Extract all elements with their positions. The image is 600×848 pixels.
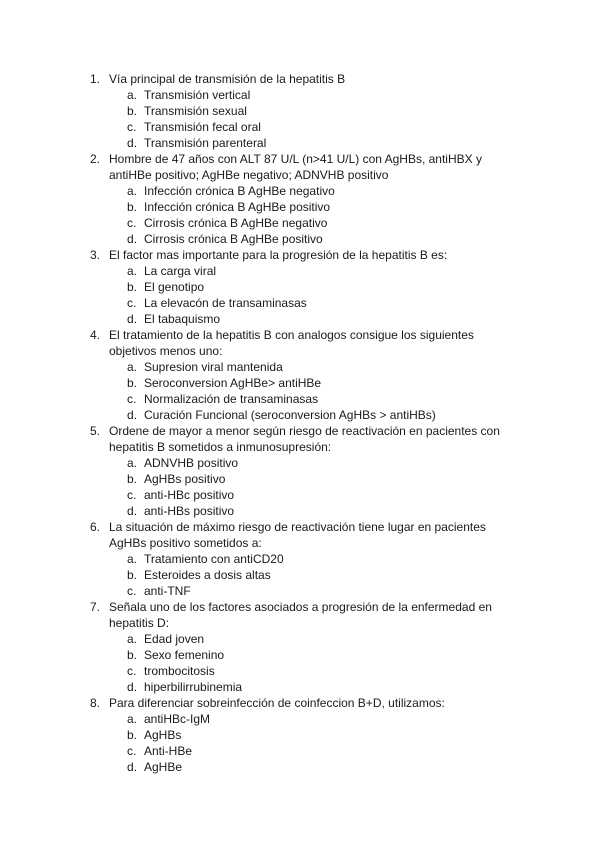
option-letter: a. [127, 712, 138, 726]
answer-option [90, 135, 510, 151]
question-list [90, 71, 510, 775]
option-text: Cirrosis crónica B AgHBe negativo [144, 216, 328, 230]
answer-option [90, 679, 510, 695]
option-text: anti-TNF [144, 584, 191, 598]
answer-option [90, 87, 510, 103]
option-text: Edad joven [144, 632, 205, 646]
option-letter: b. [127, 568, 138, 582]
option-text: Esteroides a dosis altas [144, 568, 271, 582]
answer-option [90, 583, 510, 599]
question-item [90, 71, 510, 151]
question-number: 8. [90, 696, 101, 710]
option-text: Transmisión sexual [144, 104, 247, 118]
option-letter: b. [127, 200, 138, 214]
option-text: trombocitosis [144, 664, 215, 678]
option-letter: c. [127, 744, 137, 758]
answer-option [90, 263, 510, 279]
option-letter: b. [127, 104, 138, 118]
option-letter: c. [127, 664, 137, 678]
option-text: hiperbilirrubinemia [144, 680, 243, 694]
answer-option [90, 311, 510, 327]
question-number: 1. [90, 72, 101, 86]
option-letter: a. [127, 264, 138, 278]
answer-option [90, 375, 510, 391]
answer-option [90, 663, 510, 679]
option-letter: d. [127, 232, 138, 246]
option-text: Transmisión parenteral [144, 136, 267, 150]
option-letter: c. [127, 584, 137, 598]
option-letter: d. [127, 136, 138, 150]
option-text: Cirrosis crónica B AgHBe positivo [144, 232, 323, 246]
question-number: 3. [90, 248, 101, 262]
question-item [90, 599, 510, 695]
question-number: 4. [90, 328, 101, 342]
answer-option [90, 487, 510, 503]
answer-option [90, 103, 510, 119]
answer-option [90, 119, 510, 135]
answer-option [90, 647, 510, 663]
option-text: Seroconversion AgHBe> antiHBe [144, 376, 322, 390]
option-text: Infección crónica B AgHBe positivo [144, 200, 331, 214]
answer-option [90, 711, 510, 727]
option-letter: d. [127, 760, 138, 774]
answer-option [90, 295, 510, 311]
option-letter: a. [127, 552, 138, 566]
option-letter: c. [127, 120, 137, 134]
option-text: anti-HBc positivo [144, 488, 235, 502]
answer-option [90, 631, 510, 647]
answer-option [90, 391, 510, 407]
option-letter: d. [127, 312, 138, 326]
question-item [90, 519, 510, 599]
answer-option [90, 743, 510, 759]
question-text: Ordene de mayor a menor según riesgo de reactivación en pacientes con hepatitis B sometidos a inmunosupresión: [109, 424, 500, 454]
option-text: Supresion viral mantenida [144, 360, 283, 374]
option-letter: c. [127, 488, 137, 502]
option-letter: c. [127, 392, 137, 406]
question-number: 7. [90, 600, 101, 614]
option-letter: a. [127, 88, 138, 102]
answer-option [90, 183, 510, 199]
option-text: Normalización de transaminasas [144, 392, 319, 406]
answer-option [90, 231, 510, 247]
option-letter: d. [127, 408, 138, 422]
question-text: Para diferenciar sobreinfección de coinfeccion B+D, utilizamos: [109, 696, 445, 710]
option-text: AgHBs positivo [144, 472, 226, 486]
option-text: La elevacón de transaminasas [144, 296, 307, 310]
option-text: Transmisión vertical [144, 88, 251, 102]
answer-option [90, 503, 510, 519]
option-letter: b. [127, 280, 138, 294]
answer-option [90, 215, 510, 231]
answer-option [90, 759, 510, 775]
answer-option [90, 455, 510, 471]
option-letter: a. [127, 184, 138, 198]
question-item [90, 151, 510, 247]
answer-option [90, 199, 510, 215]
answer-option [90, 551, 510, 567]
answer-option [90, 359, 510, 375]
option-text: Curación Funcional (seroconversion AgHBs > antiHBs) [144, 408, 436, 422]
option-text: El tabaquismo [144, 312, 221, 326]
option-letter: b. [127, 648, 138, 662]
option-letter: b. [127, 728, 138, 742]
option-letter: a. [127, 456, 138, 470]
option-letter: b. [127, 376, 138, 390]
option-letter: d. [127, 504, 138, 518]
answer-option [90, 279, 510, 295]
option-text: Transmisión fecal oral [144, 120, 261, 134]
question-text: La situación de máximo riesgo de reactivación tiene lugar en pacientes AgHBs positivo sometidos a: [109, 520, 486, 550]
option-text: ADNVHB positivo [144, 456, 239, 470]
option-letter: a. [127, 632, 138, 646]
option-text: anti-HBs positivo [144, 504, 235, 518]
option-letter: a. [127, 360, 138, 374]
question-text: Señala uno de los factores asociados a progresión de la enfermedad en hepatitis D: [109, 600, 492, 630]
option-text: AgHBe [144, 760, 183, 774]
question-item [90, 695, 510, 775]
option-text: Anti-HBe [144, 744, 193, 758]
answer-option [90, 407, 510, 423]
option-text: Sexo femenino [144, 648, 225, 662]
question-number: 6. [90, 520, 101, 534]
option-letter: d. [127, 680, 138, 694]
question-number: 5. [90, 424, 101, 438]
option-text: Infección crónica B AgHBe negativo [144, 184, 335, 198]
option-text: AgHBs [144, 728, 182, 742]
question-number: 2. [90, 152, 101, 166]
answer-option [90, 471, 510, 487]
option-text: antiHBc-IgM [144, 712, 211, 726]
option-letter: c. [127, 296, 137, 310]
question-item [90, 247, 510, 327]
question-item [90, 423, 510, 519]
option-letter: c. [127, 216, 137, 230]
question-text: El tratamiento de la hepatitis B con analogos consigue los siguientes objetivos menos uno: [109, 328, 474, 358]
option-letter: b. [127, 472, 138, 486]
option-text: El genotipo [144, 280, 205, 294]
question-text: El factor mas importante para la progresión de la hepatitis B es: [109, 248, 448, 262]
answer-option [90, 567, 510, 583]
question-text: Vía principal de transmisión de la hepatitis B [109, 72, 346, 86]
option-text: La carga viral [144, 264, 217, 278]
question-text: Hombre de 47 años con ALT 87 U/L (n>41 U/L) con AgHBs, antiHBX y antiHBe positivo; AgHBe negativo; ADNVHB positivo [109, 152, 482, 182]
option-text: Tratamiento con antiCD20 [144, 552, 284, 566]
question-item [90, 327, 510, 423]
answer-option [90, 727, 510, 743]
